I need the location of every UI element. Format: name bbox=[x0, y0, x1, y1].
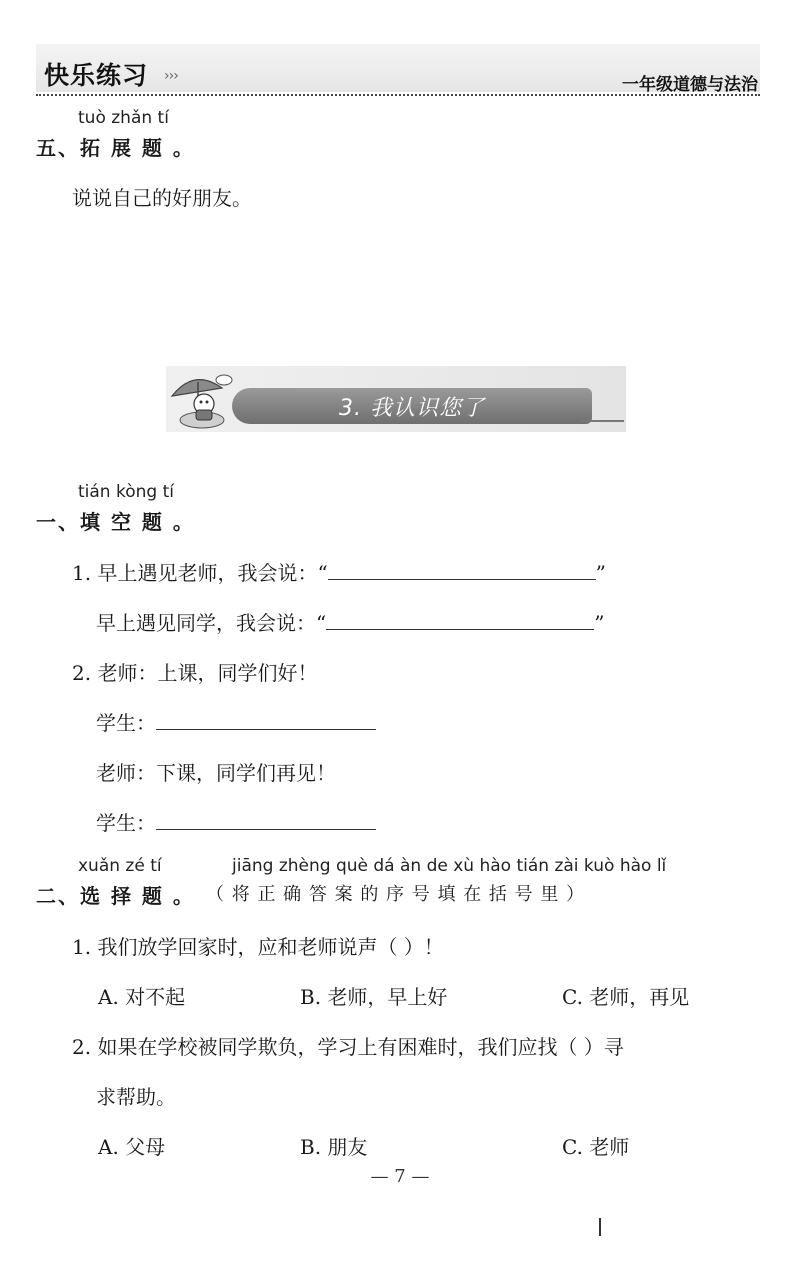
choice-q2-option-c[interactable]: C. 老师 bbox=[562, 1135, 630, 1159]
q2-line3: 老师：下课，同学们再见！ bbox=[96, 761, 336, 785]
header-arrows: ››› bbox=[164, 68, 178, 84]
header-divider bbox=[36, 94, 760, 96]
q2-line4-prefix: 学生： bbox=[96, 811, 156, 835]
choice-q2-line2: 求帮助。 bbox=[96, 1085, 176, 1109]
choice-q1-option-c[interactable]: C. 老师，再见 bbox=[562, 985, 690, 1009]
section5-prompt: 说说自己的好朋友。 bbox=[72, 186, 252, 210]
choice-q1: 1. 我们放学回家时，应和老师说声（ ）！ bbox=[72, 935, 444, 959]
answer-blank-student-greeting[interactable] bbox=[156, 728, 376, 730]
q2-line4 bbox=[96, 807, 376, 836]
choice-q2-line1: 2. 如果在学校被同学欺负，学习上有困难时，我们应找（ ）寻 bbox=[72, 1035, 624, 1059]
section5-heading: 五、拓 展 题 。 bbox=[36, 136, 195, 160]
answer-blank-classmate[interactable] bbox=[326, 628, 594, 630]
section2-heading: 二、选 择 题 。 bbox=[36, 884, 195, 908]
choice-q1-option-a[interactable]: A. 对不起 bbox=[98, 985, 186, 1009]
q2-line1: 2. 老师：上课，同学们好！ bbox=[72, 661, 318, 685]
q1-line1-suffix: ” bbox=[595, 561, 606, 585]
choice-q1-option-b[interactable]: B. 老师，早上好 bbox=[300, 985, 448, 1009]
q1-line2-suffix: ” bbox=[594, 611, 605, 635]
section2-instruction: （ 将 正 确 答 案 的 序 号 填 在 括 号 里 ） bbox=[206, 884, 586, 905]
choice-q2-option-b[interactable]: B. 朋友 bbox=[300, 1135, 368, 1159]
section1-pinyin: tián kòng tí bbox=[78, 482, 174, 502]
q2-line2 bbox=[96, 707, 376, 736]
q1-line1 bbox=[72, 557, 606, 586]
section5-pinyin: tuò zhǎn tí bbox=[78, 108, 169, 128]
choice-q2-option-a[interactable]: A. 父母 bbox=[98, 1135, 166, 1159]
section2-heading-pinyin: xuǎn zé tí bbox=[78, 856, 162, 876]
answer-blank-student-farewell[interactable] bbox=[156, 828, 376, 830]
edge-mark bbox=[599, 1218, 601, 1236]
umbrella-mascot-icon bbox=[168, 370, 234, 436]
page-number: — 7 — bbox=[370, 1166, 430, 1187]
q2-line2-prefix: 学生： bbox=[96, 711, 156, 735]
q1-line2 bbox=[96, 607, 604, 636]
answer-blank-teacher[interactable] bbox=[328, 578, 596, 580]
header-title: 快乐练习 bbox=[44, 61, 149, 90]
section1-heading: 一、填 空 题 。 bbox=[36, 510, 195, 534]
q1-line1-prefix: 1. 早上遇见老师，我会说：“ bbox=[72, 561, 328, 585]
lesson-title: 3. 我认识您了 bbox=[339, 396, 485, 421]
section2-instruction-pinyin: jiāng zhèng què dá àn de xù hào tián zài kuò hào lǐ bbox=[232, 856, 667, 876]
q1-line2-prefix: 早上遇见同学，我会说：“ bbox=[96, 611, 327, 635]
header-subject: 一年级道德与法治 bbox=[622, 75, 758, 95]
